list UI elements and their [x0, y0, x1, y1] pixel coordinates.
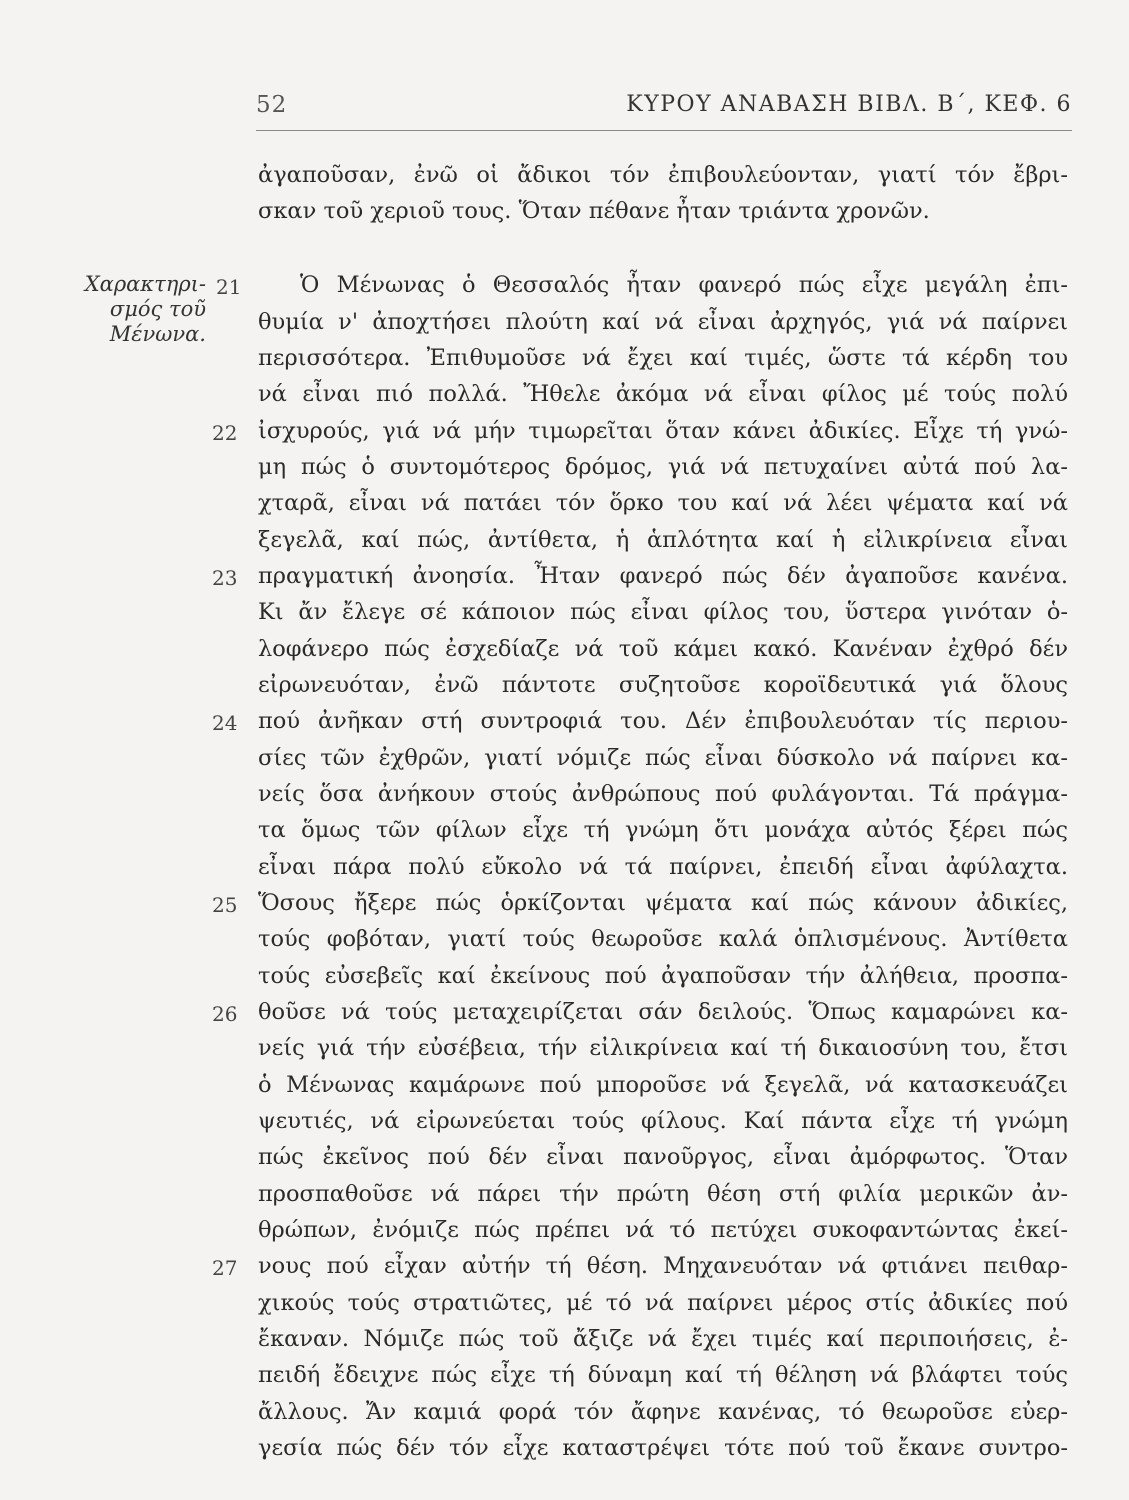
text-line: γεσία πώς δέν τόν εἶχε καταστρέψει τότε πού τοῦ ἔκανε συντρο-	[258, 1435, 1068, 1461]
text-line: Κι ἄν ἔλεγε σέ κάποιον πώς εἶναι φίλος του, ὕστερα γινόταν ὁ-	[258, 599, 1068, 625]
section-number: 25	[212, 893, 238, 917]
text-line: πραγματική ἀνοησία. Ἦταν φανερό πώς δέν ἀγαποῦσε κανένα.	[258, 563, 1068, 589]
text-line: ἔκαναν. Νόμιζε πώς τοῦ ἄξιζε νά ἔχει τιμές καί περιποιήσεις, ἐ-	[258, 1326, 1068, 1352]
text-line: τα ὅμως τῶν φίλων εἶχε τή γνώμη ὅτι μονάχα αὐτός ξέρει πώς	[258, 817, 1068, 843]
text-line: νά εἶναι πιό πολλά. Ἤθελε ἀκόμα νά εἶναι φίλος μέ τούς πολύ	[258, 381, 1068, 407]
text-line: ἀγαποῦσαν, ἐνῶ οἱ ἄδικοι τόν ἐπιβουλεύονταν, γιατί τόν ἔβρι-	[258, 162, 1068, 188]
text-line: θυμία ν' ἀποχτήσει πλούτη καί νά εἶναι ἀρχηγός, γιά νά παίρνει	[258, 309, 1068, 335]
running-header	[256, 92, 1072, 126]
text-line: θοῦσε νά τούς μεταχειρίζεται σάν δειλούς. Ὅπως καμαρώνει κα-	[258, 999, 1068, 1025]
text-line: περισσότερα. Ἐπιθυμοῦσε νά ἔχει καί τιμές, ὥστε τά κέρδη του	[258, 345, 1068, 371]
section-number: 21	[216, 275, 242, 299]
text-line: μη πώς ὁ συντομότερος δρόμος, γιά νά πετυχαίνει αὐτά πού λα-	[258, 454, 1068, 480]
text-line: εἰρωνευόταν, ἐνῶ πάντοτε συζητοῦσε κοροϊδευτικά γιά ὅλους	[258, 672, 1068, 698]
text-line: ἰσχυρούς, γιά νά μήν τιμωρεῖται ὅταν κάνει ἀδικίες. Εἶχε τή γνώ-	[258, 418, 1068, 444]
text-line: νείς ὅσα ἀνήκουν στούς ἀνθρώπους πού φυλάγονται. Τά πράγμα-	[258, 781, 1068, 807]
text-line: ἄλλους. Ἄν καμιά φορά τόν ἄφηνε κανένας, τό θεωροῦσε εὐερ-	[258, 1399, 1068, 1425]
section-number: 24	[212, 711, 238, 735]
margin-note-line: σμός τοῦ	[109, 297, 206, 321]
text-line: πού ἀνῆκαν στή συντροφιά του. Δέν ἐπιβουλευόταν τίς περιου-	[258, 708, 1068, 734]
text-line: Ὁ Μένωνας ὁ Θεσσαλός ἦταν φανερό πώς εἶχε μεγάλη ἐπι-	[300, 272, 1068, 298]
text-line: πώς ἐκεῖνος πού δέν εἶναι πανοῦργος, εἶναι ἀμόρφωτος. Ὅταν	[258, 1144, 1068, 1170]
margin-note-line: Χαρακτηρι-	[84, 272, 206, 296]
text-line: Ὅσους ἤξερε πώς ὁρκίζονται ψέματα καί πώς κάνουν ἀδικίες,	[258, 890, 1068, 916]
text-line: σκαν τοῦ χεριοῦ τους. Ὅταν πέθανε ἦταν τριάντα χρονῶν.	[258, 198, 930, 224]
text-line: ὁ Μένωνας καμάρωνε πού μποροῦσε νά ξεγελᾶ, νά κατασκευάζει	[258, 1072, 1068, 1098]
text-line: τούς εὐσεβεῖς καί ἐκείνους πού ἀγαποῦσαν τήν ἀλήθεια, προσπα-	[258, 963, 1068, 989]
margin-note-line: Μένωνα.	[109, 322, 206, 346]
text-line: πειδή ἔδειχνε πώς εἶχε τή δύναμη καί τή θέληση νά βλάφτει τούς	[258, 1362, 1068, 1388]
text-line: προσπαθοῦσε νά πάρει τήν πρώτη θέση στή φιλία μερικῶν ἀν-	[258, 1181, 1068, 1207]
text-line: θρώπων, ἐνόμιζε πώς πρέπει νά τό πετύχει συκοφαντώντας ἐκεί-	[258, 1217, 1068, 1243]
text-line: ξεγελᾶ, καί πώς, ἀντίθετα, ἡ ἁπλότητα καί ἡ εἰλικρίνεια εἶναι	[258, 527, 1068, 553]
running-title: ΚΥΡΟΥ ΑΝΑΒΑΣΗ ΒΙΒΛ. Β΄, ΚΕΦ. 6	[626, 92, 1072, 117]
margin-note	[34, 272, 206, 347]
section-number: 26	[212, 1002, 238, 1026]
page-number: 52	[256, 92, 288, 118]
text-line: εἶναι πάρα πολύ εὔκολο νά τά παίρνει, ἐπειδή εἶναι ἀφύλαχτα.	[258, 854, 1068, 880]
section-number: 27	[212, 1256, 238, 1280]
text-line: ψευτιές, νά εἰρωνεύεται τούς φίλους. Καί πάντα εἶχε τή γνώμη	[258, 1108, 1068, 1134]
text-line: σίες τῶν ἐχθρῶν, γιατί νόμιζε πώς εἶναι δύσκολο νά παίρνει κα-	[258, 745, 1068, 771]
text-line: νους πού εἶχαν αὐτήν τή θέση. Μηχανευόταν νά φτιάνει πειθαρ-	[258, 1253, 1068, 1279]
text-line: χταρᾶ, εἶναι νά πατάει τόν ὅρκο του καί νά λέει ψέματα καί νά	[258, 490, 1068, 516]
text-line: λοφάνερο πώς ἐσχεδίαζε νά τοῦ κάμει κακό. Κανέναν ἐχθρό δέν	[258, 636, 1068, 662]
text-line: χικούς τούς στρατιῶτες, μέ τό νά παίρνει μέρος στίς ἀδικίες πού	[258, 1290, 1068, 1316]
section-number: 23	[212, 566, 238, 590]
header-rule	[256, 130, 1072, 131]
section-number: 22	[212, 421, 238, 445]
text-line: νείς γιά τήν εὐσέβεια, τήν εἰλικρίνεια καί τή δικαιοσύνη του, ἔτσι	[258, 1035, 1068, 1061]
text-line: τούς φοβόταν, γιατί τούς θεωροῦσε καλά ὁπλισμένους. Ἀντίθετα	[258, 926, 1068, 952]
